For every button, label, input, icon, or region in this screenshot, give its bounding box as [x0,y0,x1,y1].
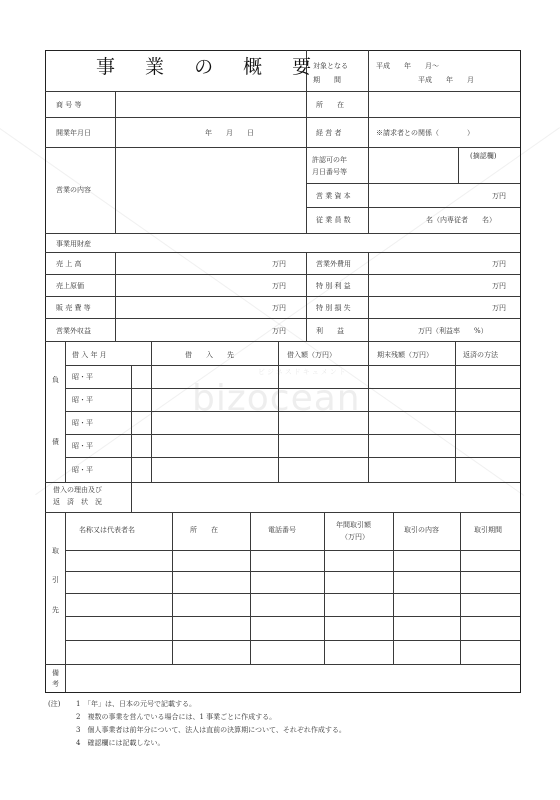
partners-header-period: 取引期間 [474,526,502,534]
start-date-label: 開業年月日 [56,129,91,137]
trade-name-label: 商 号 等 [56,101,82,109]
form-title: 事 業 の 概 要 [96,56,324,78]
period-label: 対象となる [313,62,348,70]
debt-row-era: 昭・平 [72,419,93,427]
debt-header-amount: 借入額（万円） [287,351,336,359]
sales-unit: 万円 [272,260,286,268]
debt-header-method: 返済の方法 [463,351,498,359]
sga-unit: 万円 [272,304,286,312]
debt-header-lender: 借 入 先 [185,351,234,359]
period-to: 平成 年 月 [418,76,474,84]
partners-side-label-3: 先 [52,606,59,614]
special-loss-label: 特 別 損 失 [316,304,351,312]
special-gain-label: 特 別 利 益 [316,282,351,290]
watermark: bizocean [192,378,361,419]
partners-header-name: 名称又は代表者名 [79,526,135,534]
capital-label: 営 業 資 本 [316,192,351,200]
property-label: 事業用財産 [56,240,91,248]
period-label-2: 期 間 [313,76,341,84]
watermark-sub: ビジネスドキュメント [258,368,348,376]
non-op-expense-unit: 万円 [492,260,506,268]
debt-row-era: 昭・平 [72,396,93,404]
sales-label: 売 上 高 [56,260,82,268]
employees-label: 従 業 員 数 [316,216,351,224]
permit-label-2: 月日番号等 [312,168,347,176]
cost-label: 売上原価 [56,282,84,290]
partners-side-label: 取 [52,547,59,555]
relation-field: ※請求者との関係（ ） [376,129,474,137]
confirmation-box-label: (摘認欄) [470,152,497,160]
note-4: 4 確認欄には記載しない。 [76,739,165,747]
partners-header-content: 取引の内容 [404,526,439,534]
sga-label: 販 売 費 等 [56,304,91,312]
debt-side-label-2: 債 [52,438,59,446]
partners-header-address: 所 在 [190,526,218,534]
capital-unit: 万円 [492,192,506,200]
address-label: 所 在 [316,101,344,109]
partners-header-amount: 年間取引額 [336,521,371,529]
special-gain-unit: 万円 [492,282,506,290]
non-op-expense-label: 営業外費用 [316,260,351,268]
debt-header-balance: 期末残額（万円） [377,351,433,359]
partners-side-label-2: 引 [52,576,59,584]
debt-row-era: 昭・平 [72,466,93,474]
note-2: 2 複数の事業を営んでいる場合には、1 事業ごとに作成する。 [76,713,277,721]
debt-row-era: 昭・平 [72,373,93,381]
period-from: 平成 年 月〜 [376,62,439,70]
manager-label: 経 営 者 [316,129,342,137]
profit-label: 利 益 [316,327,344,335]
debt-row-era: 昭・平 [72,442,93,450]
start-date-ymd: 年 月 日 [205,129,254,137]
remarks-label-2: 考 [52,680,59,688]
debt-reason-label-2: 返 済 状 況 [53,498,102,506]
remarks-label: 備 [52,669,59,677]
cost-unit: 万円 [272,282,286,290]
note-3: 3 個人事業者は前年分について、法人は直前の決算期について、それぞれ作成する。 [76,726,346,734]
debt-header-year: 借 入 年 月 [72,351,107,359]
debt-reason-label: 借入の理由及び [53,486,102,494]
non-op-income-label: 営業外収益 [56,327,91,335]
partners-header-phone: 電話番号 [268,526,296,534]
business-content-label: 営業の内容 [56,186,91,194]
special-loss-unit: 万円 [492,304,506,312]
notes-prefix: (注) [48,700,61,708]
permit-label: 許認可の年 [312,156,347,164]
employees-value: 名（内専従者 名） [426,216,496,224]
non-op-income-unit: 万円 [272,327,286,335]
partners-header-amount-unit: （万円） [341,533,369,541]
profit-value: 万円（利益率 %） [418,327,488,335]
note-1: 1 「年」は、日本の元号で記載する。 [76,700,196,708]
debt-side-label: 負 [52,376,59,384]
